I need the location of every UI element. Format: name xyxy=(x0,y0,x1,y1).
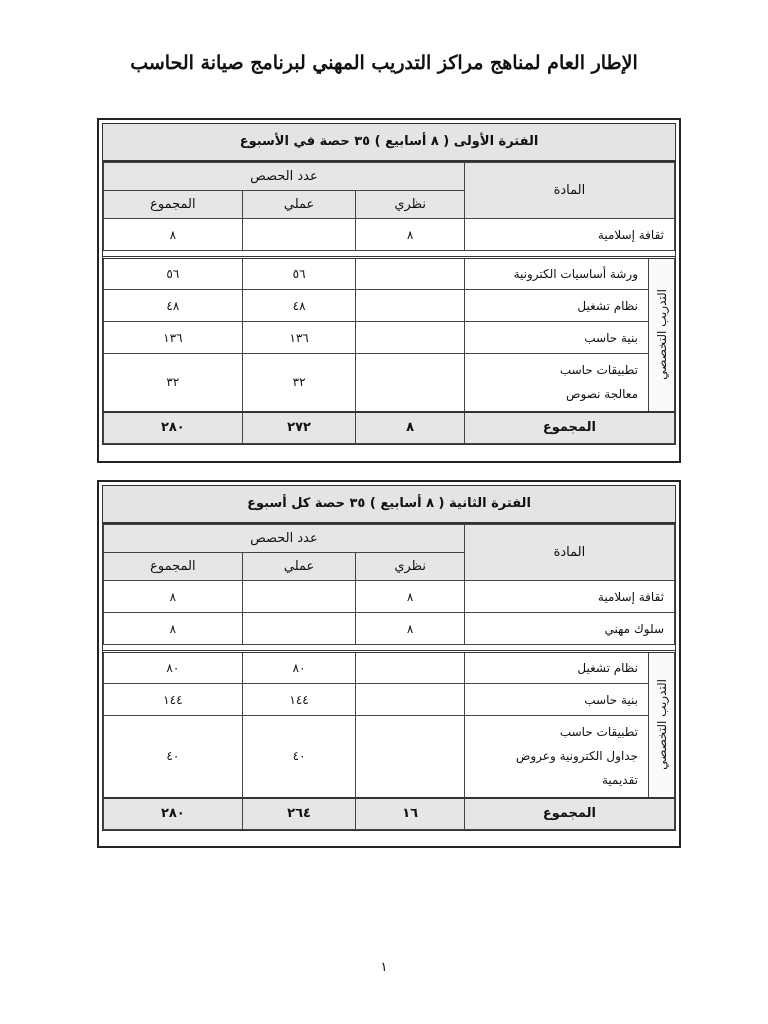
practical-total: ٢٧٢ xyxy=(242,412,356,444)
theory-cell: ٨ xyxy=(356,613,464,645)
practical-cell: ٥٦ xyxy=(242,258,356,290)
period-2-title: الفترة الثانية ( ٨ أسابيع ) ٣٥ حصة كل أسبوع xyxy=(103,486,675,524)
theory-cell xyxy=(356,258,464,290)
table-row xyxy=(104,581,675,613)
theory-cell xyxy=(356,322,464,354)
theory-cell: ٨ xyxy=(356,581,464,613)
theory-cell xyxy=(356,354,464,412)
specialized-label: التدريب التخصصي xyxy=(654,679,669,771)
theory-cell: ٨ xyxy=(356,219,464,251)
total-header: المجموع xyxy=(104,191,243,219)
totals-label: المجموع xyxy=(464,412,674,444)
total-cell: ٤٠ xyxy=(104,716,243,798)
table-row xyxy=(104,322,675,354)
subject-cell xyxy=(464,716,648,798)
practical-cell xyxy=(242,219,356,251)
total-cell: ٨٠ xyxy=(104,652,243,684)
total-cell: ٨ xyxy=(104,613,243,645)
subject-line: تقديمية xyxy=(601,773,638,788)
period-2-grid xyxy=(103,524,675,830)
practical-cell: ١٤٤ xyxy=(242,684,356,716)
grand-total: ٢٨٠ xyxy=(104,798,243,830)
theory-cell xyxy=(356,652,464,684)
theory-header: نظري xyxy=(356,191,464,219)
subject-header: المادة xyxy=(464,525,674,581)
total-cell: ٨ xyxy=(104,581,243,613)
table-row xyxy=(104,219,675,251)
subject-line: جداول الكترونية وعروض xyxy=(515,749,638,764)
specialized-label: التدريب التخصصي xyxy=(654,289,669,381)
subject-cell: نظام تشغيل xyxy=(464,290,648,322)
table-row xyxy=(104,652,675,684)
specialized-group-cell xyxy=(649,258,675,412)
table-row xyxy=(104,613,675,645)
total-cell: ١٣٦ xyxy=(104,322,243,354)
subject-header: المادة xyxy=(464,163,674,219)
table-row xyxy=(104,684,675,716)
subject-cell: بنية حاسب xyxy=(464,684,648,716)
theory-header: نظري xyxy=(356,553,464,581)
total-cell: ٤٨ xyxy=(104,290,243,322)
table-row xyxy=(104,716,675,798)
practical-cell: ٣٢ xyxy=(242,354,356,412)
page-title: الإطار العام لمناهج مراكز التدريب المهني لبرنامج صيانة الحاسب xyxy=(130,52,638,74)
subject-cell xyxy=(464,354,648,412)
subject-line: تطبيقات حاسب xyxy=(559,363,638,378)
practical-cell: ٤٨ xyxy=(242,290,356,322)
practical-header: عملي xyxy=(242,553,356,581)
period-1-grid xyxy=(103,162,675,444)
practical-cell: ٨٠ xyxy=(242,652,356,684)
theory-cell xyxy=(356,684,464,716)
subject-cell: ثقافة إسلامية xyxy=(464,219,674,251)
table-row xyxy=(104,354,675,412)
practical-cell xyxy=(242,613,356,645)
subject-line: تطبيقات حاسب xyxy=(559,725,638,740)
total-cell: ٣٢ xyxy=(104,354,243,412)
table-row xyxy=(104,290,675,322)
table-row xyxy=(104,258,675,290)
subject-cell: ثقافة إسلامية xyxy=(464,581,674,613)
count-group-header: عدد الحصص xyxy=(104,163,465,191)
period-1-table xyxy=(97,118,681,463)
subject-cell: سلوك مهني xyxy=(464,613,674,645)
specialized-group-cell xyxy=(649,652,675,798)
page-number: ١ xyxy=(380,960,388,975)
totals-label: المجموع xyxy=(464,798,674,830)
subject-cell: نظام تشغيل xyxy=(464,652,648,684)
period-1-title: الفترة الأولى ( ٨ أسابيع ) ٣٥ حصة في الأسبوع xyxy=(103,124,675,162)
count-group-header: عدد الحصص xyxy=(104,525,465,553)
totals-row xyxy=(104,412,675,444)
practical-cell: ١٣٦ xyxy=(242,322,356,354)
practical-header: عملي xyxy=(242,191,356,219)
theory-total: ١٦ xyxy=(356,798,464,830)
total-header: المجموع xyxy=(104,553,243,581)
practical-cell xyxy=(242,581,356,613)
total-cell: ٨ xyxy=(104,219,243,251)
subject-line: معالجة نصوص xyxy=(566,387,638,402)
theory-cell xyxy=(356,716,464,798)
totals-row xyxy=(104,798,675,830)
period-2-table xyxy=(97,480,681,848)
practical-cell: ٤٠ xyxy=(242,716,356,798)
total-cell: ١٤٤ xyxy=(104,684,243,716)
theory-cell xyxy=(356,290,464,322)
grand-total: ٢٨٠ xyxy=(104,412,243,444)
subject-cell: بنية حاسب xyxy=(464,322,648,354)
subject-cell: ورشة أساسيات الكترونية xyxy=(464,258,648,290)
theory-total: ٨ xyxy=(356,412,464,444)
practical-total: ٢٦٤ xyxy=(242,798,356,830)
total-cell: ٥٦ xyxy=(104,258,243,290)
